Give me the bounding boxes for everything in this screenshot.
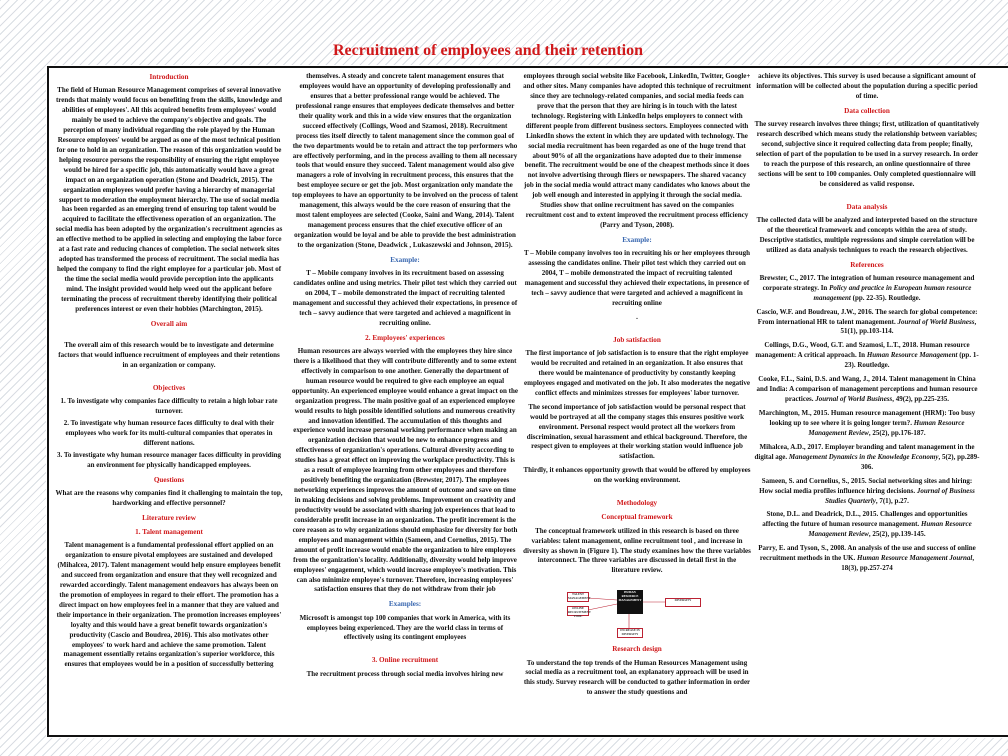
reference-source-title: Policy and practice in European human resource management xyxy=(813,283,972,302)
reference-source-title: Human Resource Management Review xyxy=(808,520,972,539)
reference-item xyxy=(754,274,980,304)
dot-text: . xyxy=(636,312,638,321)
reference-source-title: Journal of Business Studies Quarterly xyxy=(825,486,975,505)
reference-text: Cooke, F.L., Saini, D.S. and Wang, J., 2014. Talent management in China and India: A comparison of management perceptions and human resource practices. xyxy=(756,375,978,404)
poster-title: Recruitment of employees and their retention xyxy=(332,42,643,59)
diagram-box-diversity: DIVERSITY xyxy=(665,598,701,607)
reference-item xyxy=(754,409,980,439)
reference-text: Brewster, C., 2017. The integration of human resource management and corporate strategy. In xyxy=(759,273,975,292)
reference-text: Parry, E. and Tyson, S., 2008. An analysis of the use and success of online recruitment methods in the UK. xyxy=(758,544,976,563)
data-collection-text: The survey research involves three things; first, utilization of quantitatively research described which means study the relationship between variables; second, subjective since it required collecting data from people; finally, selection of part of the population to be used in a survey research. In order to reach the purpose of this research, an online questionnaire of three sections will be sent to 100 companies. Only completed questionnaire will be considered as valid response. xyxy=(754,120,980,188)
example-heading: Example: xyxy=(622,236,652,244)
job-satisfaction-text-1: The first importance of job satisfaction is to ensure that the right employee would be recruited and retained in an organization. It also ensures that there would be maintenance of productivity by constantly keeping employees engaged and motivated on the job. It also moderates the negative conflict effects and minimizes stresses for employees' labor turnover. xyxy=(524,349,750,397)
reference-source-title: Management Dynamics in the Knowledge Economy xyxy=(788,452,939,461)
talent-management-text: Talent management is a fundamental professional effort applied on an organization to ensure pivotal employees are sustained and developed (Mihalcea, 2017). Talent management would help ensure employees benefit and succeed from organization and ensure that they well recognized and rewarded accordingly. Talent management endeavors has always been on the promotion of employees in regard to their effort. The promotion has a direct impact on how employees feel in a manner that they are valued and their importance in their organization. The promotion increases employees' loyalty and this would have a great benefit towards organization's productivity (Cascio and Boudrea, 2016). This also motivates other employees' to work hard and achieve the same promotion. Talent management essentially retains organization's superior workforce, this ensures that employees would be in a position of successfully bettering xyxy=(56,541,282,669)
reference-details: , 49(2), pp.225-235. xyxy=(892,395,950,404)
reference-item xyxy=(754,510,980,540)
examples-text: Microsoft is amongst top 100 companies that work in America, with its employees being experienced. They are the world class in terms of effectively using its contingent employees xyxy=(299,613,511,642)
reference-details: , 25(2), pp.176-187. xyxy=(868,428,926,437)
reference-item xyxy=(754,375,980,405)
talent-management-heading: 1. Talent management xyxy=(135,527,203,536)
job-satisfaction-text-3: Thirdly, it enhances opportunity growth that would be offered by employees on the working environment. xyxy=(523,466,751,485)
column-2 xyxy=(292,72,518,734)
example-text: T – Mobile company involves too in recruiting his or her employees through assessing the candidates online. Their pilot test which they carried out on 2004, T – mobile demonstrated the impact of recruiting talented management and successful they achieved their expectations, in presence of tech – savvy audience that were targeted and achieved a magnificent in recruiting online xyxy=(523,249,751,307)
introduction-text: The field of Human Resource Management comprises of several innovative trends that mainly would focus on benefiting from the skills, knowledge and abilities of employees'. All this acquired benefits from employees' would mainly be used to achieve the company's objective and goals. The perception of many individual regarding the role played by the Human Resource employees' would be argued as one of the most technical position for one to hold in an organization. The reason of this organization would be helping resource persons the responsibility of ensuring the right employee would be hired for a specific job, this automatically would have a great impact on an organization operation (Stone and Deadrick, 2015). The organization employees would prefer having a hierarchy of managerial support to moderation the employment hierarchy. The use of social media has been regarded as an emerging trend of ensuring top talent would be acquired to facilitate the effectiveness operation of an organization. The social media has been adopted by the organization's recruitment agencies as an effective method to be applied in selecting and employing the labor force at a fast rate and reducing chances of completion. The social network sites adopted has transformed the process of recruitment. The social media has helped the company to find the right employee for a particular job. Most of the time the social media would provide perception into the applicants mind. The insight provided would help weed out the applicant before terminating the process of recruitment thereby identifying their political preferences interest or even their hobbies (Marchington, 2015). xyxy=(55,86,283,313)
questions-heading: Questions xyxy=(153,475,185,484)
diagram-box-hrm: HUMAN RESOURCE MANAGEMENT xyxy=(617,590,643,614)
experiences-heading: 2. Employees' experiences xyxy=(365,333,445,342)
reference-item xyxy=(754,544,980,574)
objectives-heading: Objectives xyxy=(152,383,186,392)
diagram-connector xyxy=(588,604,617,610)
column-3 xyxy=(523,72,751,734)
reference-details: , 51(1), pp.103-114. xyxy=(840,317,977,336)
reference-details: , 5(2), pp.289-306. xyxy=(860,452,980,471)
reference-text: Marchington, M., 2015. Human resource management (HRM): Too busy looking up to see where it is going longer term?. xyxy=(758,409,976,427)
reference-item xyxy=(754,341,980,371)
reference-details: (pp. 22-35). Routledge. xyxy=(850,293,921,302)
reference-details: , 25(2), pp.139-145. xyxy=(868,530,926,539)
reference-source-title: Human Resource Management Review xyxy=(808,418,965,437)
online-recruitment-text: The recruitment process through social media involves hiring new xyxy=(306,669,504,678)
objective-item: 3. To investigate why human resource manager faces difficulty in providing an environment for physically handicapped employees. xyxy=(56,450,282,469)
overall-aim-heading: Overall aim xyxy=(150,319,188,328)
objective-item: 2. To investigate why human resource faces difficulty to deal with their employees who work for its multi-cultural companies that operates in different nations. xyxy=(63,418,275,447)
reference-item xyxy=(754,443,980,473)
job-satisfaction-text-2: The second importance of job satisfaction would be personal respect that would be portrayed at all the company stages this ensures positive work environment. Personal respect would protect all the workers from discrimination, sexual harassment and ethical background. Therefore, the respect given to employees at their working station would influence job satisfaction. xyxy=(526,402,748,461)
diagram-connector xyxy=(588,598,617,600)
online-recruitment-continued-text: employees through social website like Facebook, LinkedIn, Twitter, Google+ and other sites. Many companies have adopted this technique of recruitment since they are technology-related companies, and social media feeds can prove that the person that they are hiring is in touch with the latest technology. Registering with LinkedIn helps employers to connect with different people from different business sectors. Employees connected with LinkedIn shows the extent in which they are updated with technology. The social media recruitment has been regarded as one of the huge trend that about 90% of all the organizations have adopted due to their immense benefit. The recruitment would be one of the cheapest methods since it does not involve advertising through fliers or newspapers. The shared vacancy job in the social media would attract many candidates who knows about the job well enough and interested in applying it through the social media. Studies show that online recruitment has saved on the companies recruitment cost and to extent improved the recruitment process efficiency (Parry and Tyson, 2008). xyxy=(523,72,751,230)
online-recruitment-heading: 3. Online recruitment xyxy=(371,656,439,665)
overall-aim-text: The overall aim of this research would be to investigate and determine factors that would influence recruitment of employees and their retentions in an organization or company. xyxy=(58,341,280,369)
diagram-box-online-recruitment: ONLINE RECRUITMENT TOOL xyxy=(568,606,591,618)
reference-text: Cascio, W.F. and Boudreau, J.W., 2016. The search for global competence: From international HR to talent management. xyxy=(756,307,978,326)
reference-text: Sameen, S. and Cornelius, S., 2015. Social networking sites and hiring: How social media profiles influence hiring decisions. xyxy=(759,476,973,495)
reference-details: (pp. 1-23). Routledge. xyxy=(844,351,979,370)
reference-source-title: Journal of World Business xyxy=(897,317,975,326)
research-design-continued-text: achieve its objectives. This survey is used because a significant amount of information will be collected about the population during a specific period of time. xyxy=(756,72,978,100)
data-analysis-heading: Data analysis xyxy=(846,202,888,211)
objective-item: 1. To investigate why companies face difficulty to retain a high lobar rate turnover. xyxy=(60,397,278,415)
example-heading: Example: xyxy=(390,255,420,264)
literature-review-heading: Literature review xyxy=(142,513,196,522)
conceptual-framework-text: The conceptual framework utilized in this research is based on three variables: talent management, online recruitment tool , and increase in diversity as shown in (Figure 1). The study examines how the three variables interconnect. The three variables are discussed in detail first in the literature review. xyxy=(523,526,751,575)
column-4 xyxy=(754,72,980,734)
diagram-box-increase-diversity: INCREASE IN DIVERSITY xyxy=(617,628,643,638)
reference-item xyxy=(754,308,980,338)
data-collection-heading: Data collection xyxy=(844,106,890,115)
talent-management-continued-text: themselves. A steady and concrete talent management ensures that employees would have an opportunity of developing professionally and ensures that a better professional range would be achieved. The professional range ensures that employees dedicate themselves and better their quality work and this in a wide view ensures that the organization succeed effectively (Collings, Wood and Szamosi, 2018). Recruitment process ties itself directly to talent management since the common goal of the two departments would be to retain and attract the top performers who are effectively performing, and in the process availing to them all necessary tools that would ensure they succeed. Talent management would also give managers a role of involving in recruitment process, this ensures that the best employee secure or get the job. Most organization only mandate the top employees to have an opportunity to be involved on the process of talent management, this always would be the core reason of ensuring that the most talent employees are selected (Cooke, Saini and Wang, 2014). Talent management process ensures that the chief executive officer of an organization would be loyal and be able to provide the best administration to the organization (Stone, Deadwick , Lukaszewski and Johnson, 2015). xyxy=(292,72,518,249)
methodology-heading: Methodology xyxy=(616,499,658,508)
conceptual-framework-heading: Conceptual framework xyxy=(601,513,673,522)
example-text: T – Mobile company involves in its recruitment based on assessing candidates online and using metrics. Their pilot test which they carried out on 2004, T – mobile demonstrated the impact of recruiting talented management and successful they achieved their expectations, in presence of tech – savvy audience that were targeted and achieved a magnificent in recruiting online. xyxy=(292,269,518,327)
poster-board xyxy=(47,66,1008,737)
research-design-heading: Research design xyxy=(612,645,662,654)
introduction-heading: Introduction xyxy=(149,73,189,81)
experiences-text: Human resources are always worried with the employees they hire since there is a likelihood that they will contribute differently and to some extent effectively in comparison to one another. Generally the department of human resource would be required to give each employee an equal opportunity. An experienced employee would enhance a great impact on the organization progress. The main positive goal of an experienced employee would results to high possible identified solutions and numerous creativity and innovation identified. The accumulation of this thoughts and experience would increase personal working performance when making an organization decision that would be new to enhance progress and effectiveness of organization's operations. Cultural diversity according to studies has a great effect on improving the workplace productivity. This is as a result of employee learning from other employees and therefore positively benefiting the organization (Brewster, 2017). The employees networking experiences improves the amount of outcome and save on time in making decisions and solving problems. Improvement on creativity and productivity would be associated with sharing job experiences that lead to considerable profit increase in an organization. The profit increment is the core reason as to why organizations should emphasize for diversity for both employees and management within (Sameen, and Cornelius, 2015). The amount of profit increase would enable the organization to hire employees from the organization's locality. Additionally, diversity would help improve employees' engagement, which would increase employee's motivation. This can also minimize employee's turnover. Therefore, increasing employees' satisfaction ensures that they do not withdraw from their job xyxy=(292,346,518,594)
reference-text: Mihalcea, A.D., 2017. Employer branding and talent management in the digital age. xyxy=(754,442,975,461)
reference-item xyxy=(754,477,980,507)
examples-heading: Examples: xyxy=(388,600,422,609)
conceptual-framework-diagram xyxy=(567,590,722,642)
reference-source-title: Human Resource Management xyxy=(866,351,958,360)
reference-details: , 7(1), p.27. xyxy=(875,496,909,505)
reference-details: , 18(3), pp.257-274 xyxy=(841,554,975,573)
objectives-list xyxy=(55,397,283,471)
diagram-box-talent-management: TALENT MANAGEMENT xyxy=(567,592,589,602)
reference-text: Collings, D.G., Wood, G.T. and Szamosi, L.T., 2018. Human resource management: A critical approach. In xyxy=(755,341,970,360)
references-list xyxy=(754,274,980,574)
questions-text: What are the reasons why companies find it challenging to maintain the top, hardworking and effective personnel? xyxy=(55,488,283,507)
reference-source-title: Human Resource Management Journal xyxy=(857,554,973,563)
column-1 xyxy=(55,72,283,734)
job-satisfaction-heading: Job satisfaction xyxy=(613,335,661,344)
reference-text: Stone, D.L. and Deadrick, D.L., 2015. Challenges and opportunities affecting the future of human resource management. xyxy=(762,510,968,529)
data-analysis-text: The collected data will be analyzed and interpreted based on the structure of the theoretical framework and concepts within the area of study. Descriptive statistics, multiple regressions and simple correlation will be utilized as data analysis techniques to reach the research objectives. xyxy=(756,215,978,254)
reference-source-title: Journal of World Business xyxy=(815,395,893,404)
references-heading: References xyxy=(850,260,884,269)
research-design-text: To understand the top trends of the Human Resources Management using social media as a recruitment tool, an explanatory approach will be used in this study. Survey research will be conducted to gather information in order to answer the study questions and xyxy=(523,658,751,697)
